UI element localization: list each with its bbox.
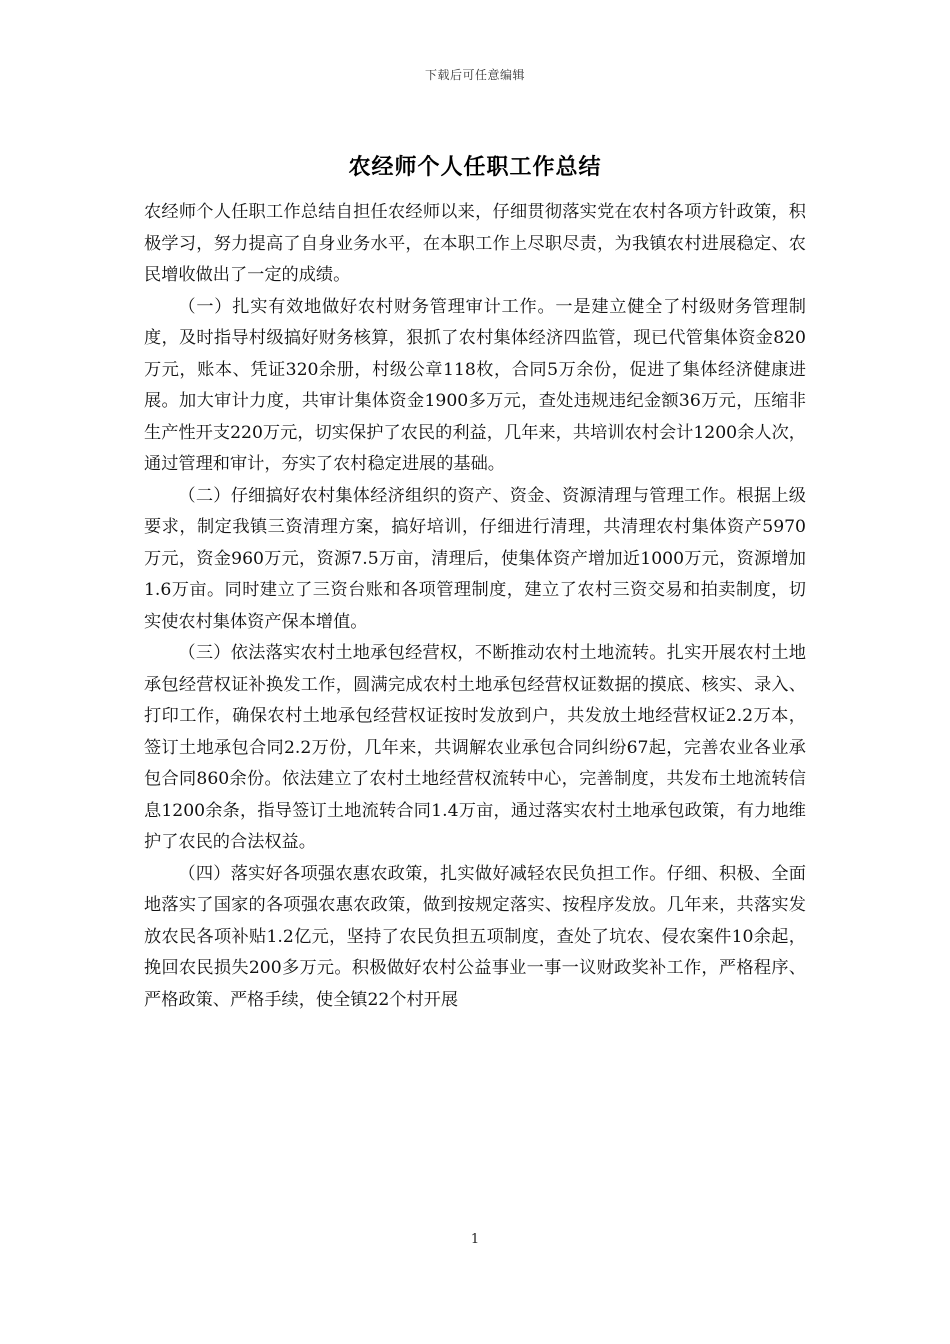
paragraph-intro: 农经师个人任职工作总结自担任农经师以来，仔细贯彻落实党在农村各项方针政策，积极学习，努力提高了自身业务水平，在本职工作上尽职尽责，为我镇农村进展稳定、农民增收做出了一定的成绩。 [144, 202, 806, 285]
paragraph-section-4: （四）落实好各项强农惠农政策，扎实做好减轻农民负担工作。仔细、积极、全面地落实了国家的各项强农惠农政策，做到按规定落实、按程序发放。几年来，共落实发放农民各项补贴1.2亿元，坚持了农民负担五项制度，查处了坑农、侵农案件10余起，挽回农民损失200多万元。积极做好农村公益事业一事一议财政奖补工作，严格程序、严格政策、严格手续，使全镇22个村开展 [144, 863, 806, 1010]
paragraph-section-2: （二）仔细搞好农村集体经济组织的资产、资金、资源清理与管理工作。根据上级要求，制定我镇三资清理方案，搞好培训，仔细进行清理，共清理农村集体资产5970万元，资金960万元，资源7.5万亩，清理后，使集体资产增加近1000万元，资源增加1.6万亩。同时建立了三资台账和各项管理制度，建立了农村三资交易和拍卖制度，切实使农村集体资产保本增值。 [144, 485, 806, 632]
document-body [144, 197, 806, 1016]
header-note: 下载后可任意编辑 [424, 68, 525, 82]
page-number: 1 [470, 1232, 480, 1247]
paragraph-section-3: （三）依法落实农村土地承包经营权，不断推动农村土地流转。扎实开展农村土地承包经营权证补换发工作，圆满完成农村土地承包经营权证数据的摸底、核实、录入、打印工作，确保农村土地承包经营权证按时发放到户，共发放土地经营权证2.2万本，签订土地承包合同2.2万份，几年来，共调解农业承包合同纠纷67起，完善农业各业承包合同860余份。依法建立了农村土地经营权流转中心，完善制度，共发布土地流转信息1200余条，指导签订土地流转合同1.4万亩，通过落实农村土地承包政策，有力地维护了农民的合法权益。 [144, 643, 806, 852]
paragraph-section-1: （一）扎实有效地做好农村财务管理审计工作。一是建立健全了村级财务管理制度，及时指导村级搞好财务核算，狠抓了农村集体经济四监管，现已代管集体资金820万元，账本、凭证320余册，村级公章118枚，合同5万余份，促进了集体经济健康进展。加大审计力度，共审计集体资金1900多万元，查处违规违纪金额36万元，压缩非生产性开支220万元，切实保护了农民的利益，几年来，共培训农村会计1200余人次，通过管理和审计，夯实了农村稳定进展的基础。 [144, 296, 806, 474]
document-title: 农经师个人任职工作总结 [348, 155, 602, 180]
